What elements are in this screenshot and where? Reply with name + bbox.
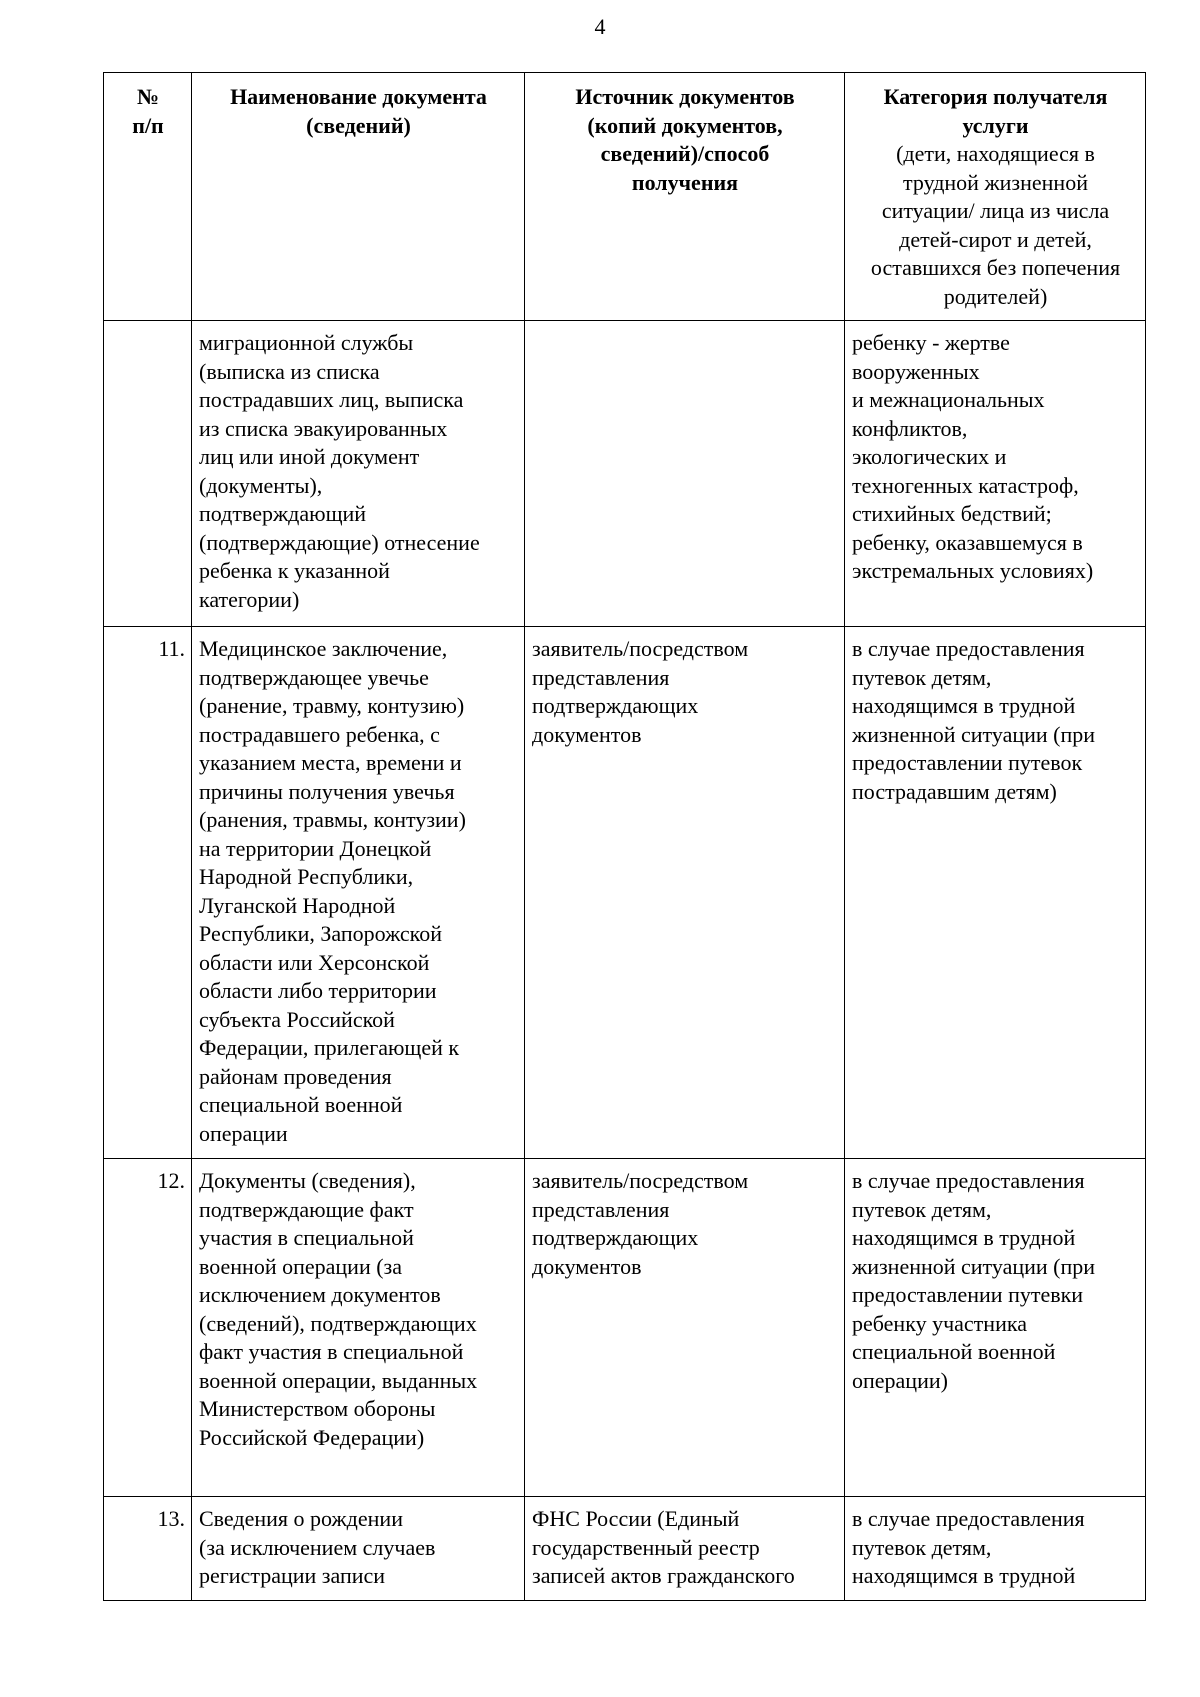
row-source [525, 321, 845, 627]
row-number [104, 321, 192, 627]
header-document-name: Наименование документа (сведений) [192, 73, 525, 321]
row-source: ФНС России (Единый государственный реестр записей актов гражданского [525, 1497, 845, 1601]
table-row [104, 1159, 1146, 1497]
documents-table [103, 72, 1146, 1601]
row-number: 11. [104, 627, 192, 1159]
row-document-name: миграционной службы (выписка из списка пострадавших лиц, выписка из списка эвакуированных лиц или иной документ (документы), подтверждающий (подтверждающие) отнесение ребенка к указанной категории) [192, 321, 525, 627]
page-number: 4 [594, 14, 606, 39]
header-category-title: Категория получателя услуги [883, 84, 1108, 138]
row-number: 13. [104, 1497, 192, 1601]
row-source: заявитель/посредством представления подтверждающих документов [525, 1159, 845, 1497]
row-document-name: Сведения о рождении (за исключением случаев регистрации записи [192, 1497, 525, 1601]
row-document-name: Документы (сведения), подтверждающие факт участия в специальной военной операции (за исключением документов (сведений), подтверждающих факт участия в специальной военной операции, выданных Министерством обороны Российской Федерации) [192, 1159, 525, 1497]
row-category: ребенку - жертве вооруженных и межнациональных конфликтов, экологических и техногенных катастроф, стихийных бедствий; ребенку, оказавшемуся в экстремальных условиях) [845, 321, 1146, 627]
row-number: 12. [104, 1159, 192, 1497]
table-row [104, 1497, 1146, 1601]
header-category-subtitle: (дети, находящиеся в трудной жизненной ситуации/ лица из числа детей-сирот и детей, оставшихся без попечения родителей) [870, 141, 1121, 309]
row-category: в случае предоставления путевок детям, находящимся в трудной [845, 1497, 1146, 1601]
row-category: в случае предоставления путевок детям, находящимся в трудной жизненной ситуации (при предоставлении путевки ребенку участника специальной военной операции) [845, 1159, 1146, 1497]
table-header-row [104, 73, 1146, 321]
header-category [845, 73, 1146, 321]
header-source: Источник документов (копий документов, сведений)/способ получения [525, 73, 845, 321]
table-row [104, 627, 1146, 1159]
row-document-name: Медицинское заключение, подтверждающее увечье (ранение, травму, контузию) пострадавшего ребенка, с указанием места, времени и причины получения увечья (ранения, травмы, контузии) на территории Донецкой Народной Республики, Луганской Народной Республики, Запорожской области или Херсонской области либо территории субъекта Российской Федерации, прилегающей к районам проведения специальной военной операции [192, 627, 525, 1159]
table-row [104, 321, 1146, 627]
row-category: в случае предоставления путевок детям, находящимся в трудной жизненной ситуации (при предоставлении путевок пострадавшим детям) [845, 627, 1146, 1159]
row-source: заявитель/посредством представления подтверждающих документов [525, 627, 845, 1159]
header-number: № п/п [104, 73, 192, 321]
